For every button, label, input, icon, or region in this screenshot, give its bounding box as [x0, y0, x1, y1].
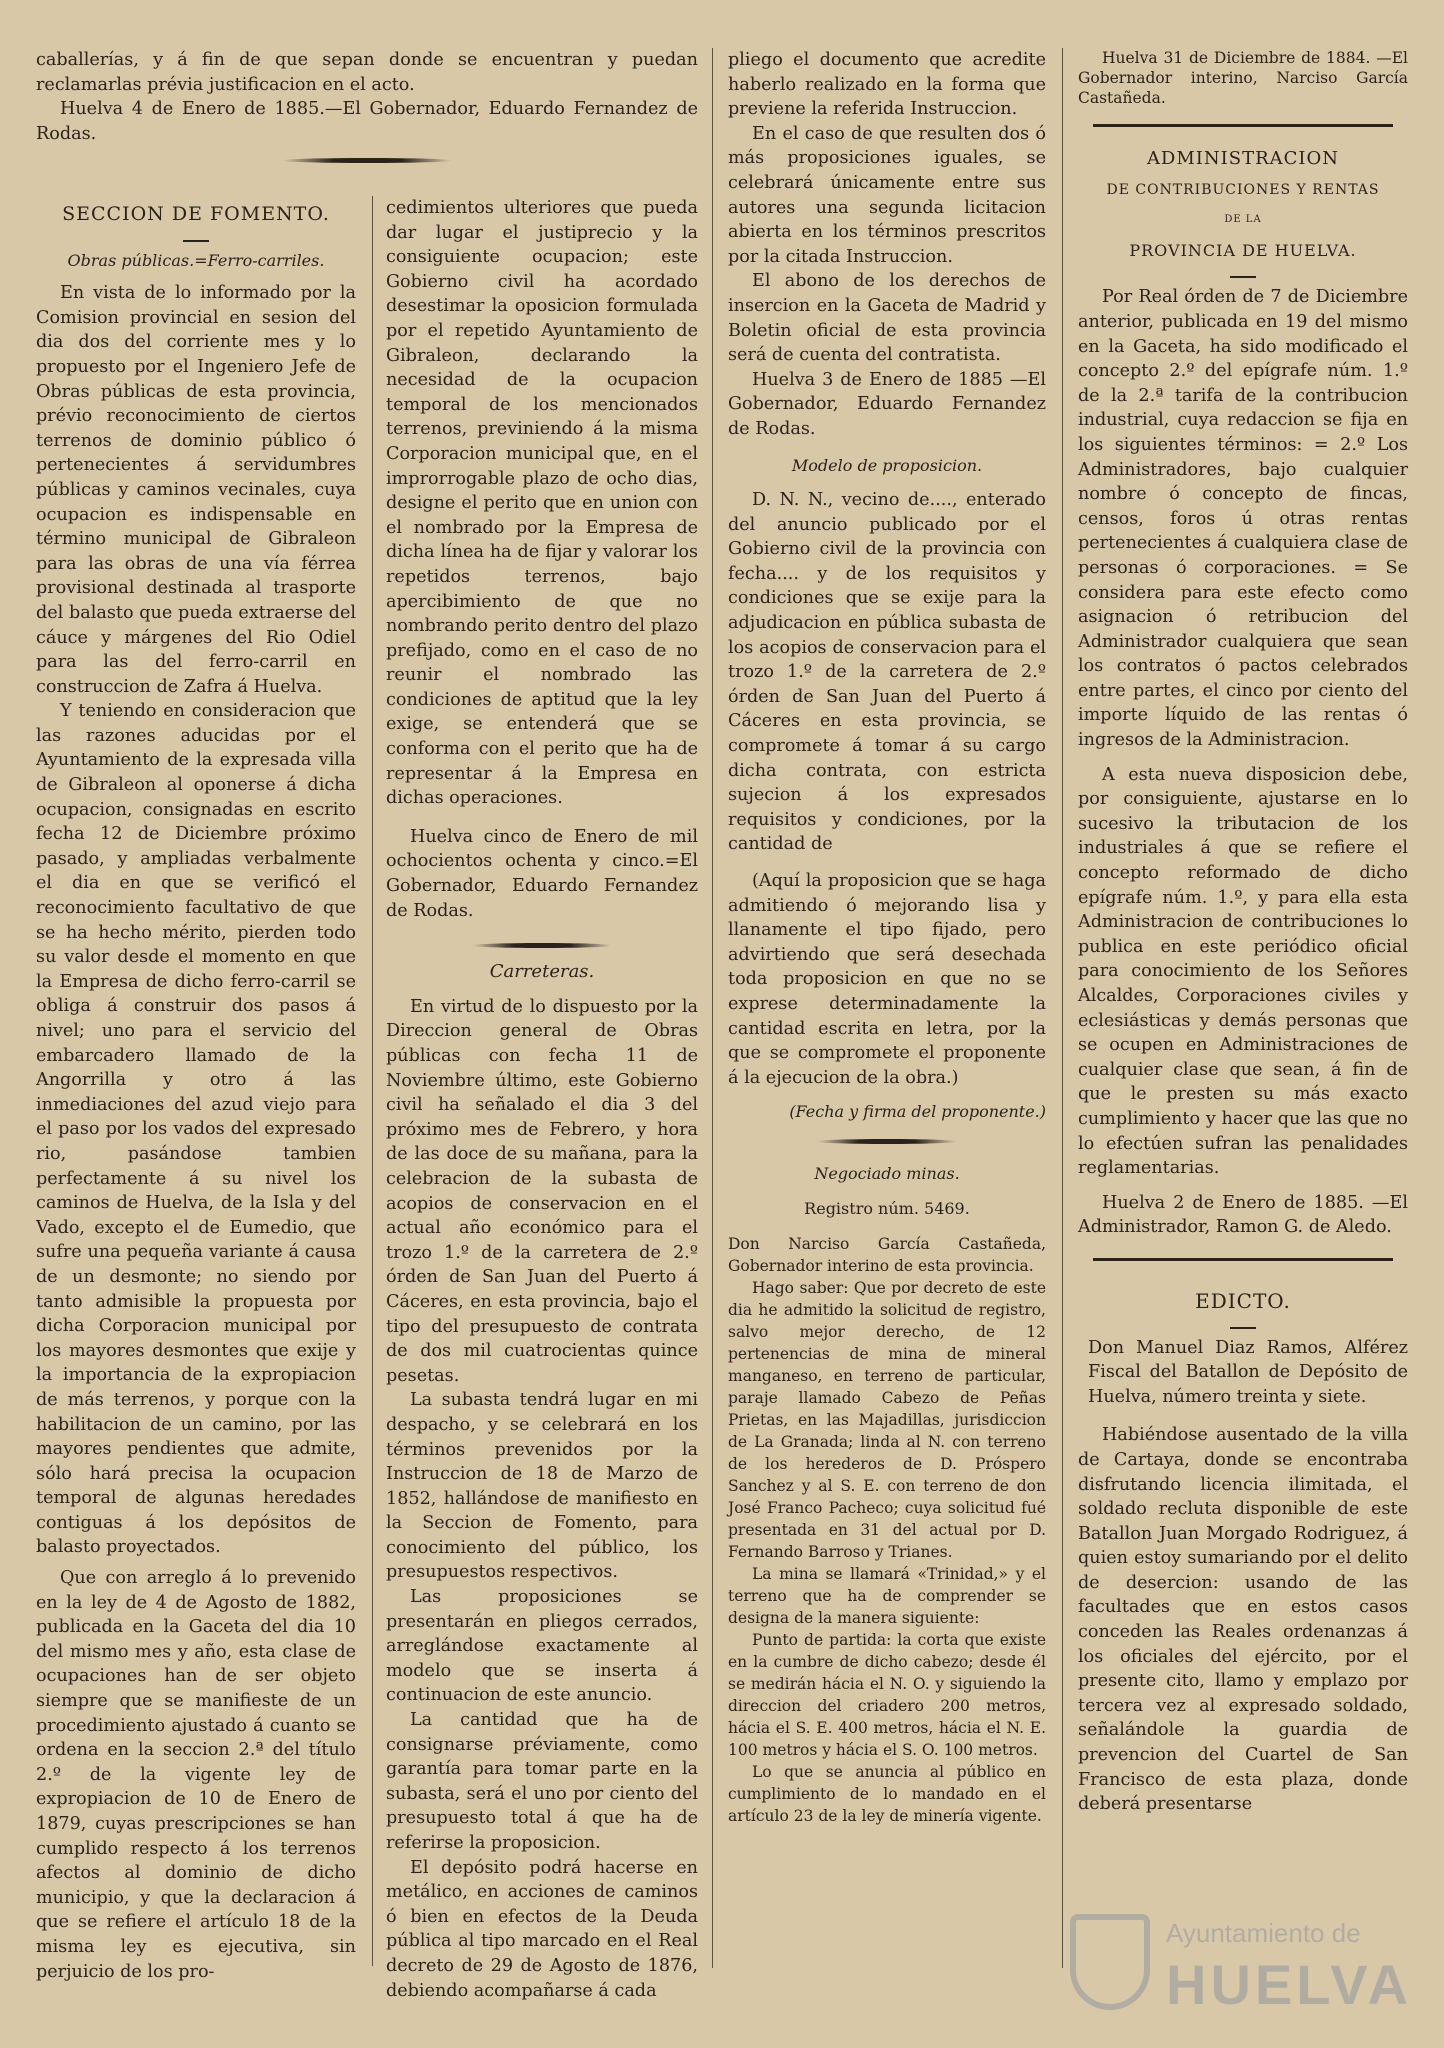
- article-signature: Huelva cinco de Enero de mil ochocientos ochenta y cinco.=El Gobernador, Eduardo Fernandez de Rodas.: [386, 826, 698, 921]
- admin-title: ADMINISTRACION: [1146, 148, 1340, 169]
- section-divider: [472, 943, 612, 948]
- carreteras-paragraph: En virtud de lo dispuesto por la Direccion general de Obras públicas con fecha 11 de Noviembre último, este Gobierno civil ha señalado el dia 3 del próximo mes de Febrero, y hora de las doce de su mañana, para la celebracion de la subasta de acopios de conservacion en el actual año económico para el trozo 1.º de la carretera de 2.º órden de San Juan del Puerto á Cáceres, en esta provincia, bajo el tipo del presupuesto de contrata de dos mil cuatrocientas quince pesetas.: [386, 996, 698, 1386]
- title-dash: [1078, 265, 1408, 275]
- article-paragraph: pliego el documento que acredite haberlo realizado en la forma que previene la referida Instruccion.: [728, 50, 1046, 120]
- minas-paragraph: Lo que se anuncia al público en cumplimiento de lo mandado en el artículo 23 de la ley de minería vigente.: [728, 1763, 1046, 1826]
- section-title: SECCION DE FOMENTO.: [62, 203, 330, 225]
- admin-subtitle: DE CONTRIBUCIONES Y RENTAS: [1106, 181, 1380, 198]
- carreteras-title: Carreteras.: [489, 961, 595, 983]
- carreteras-paragraph: El depósito podrá hacerse en metálico, en acciones de caminos ó bien en efectos de la Deuda pública al tipo marcado en el Real decreto de 29 de Agosto de 1876, debiendo acompañarse á cada: [386, 1857, 698, 2001]
- shield-icon: [1070, 1914, 1150, 2010]
- edicto-title: EDICTO.: [1195, 1288, 1291, 1313]
- column-3: [728, 48, 1046, 1827]
- minas-paragraph: La mina se llamará «Trinidad,» y el terreno que ha de comprender se designa de la manera siguiente:: [728, 1565, 1046, 1628]
- section-divider: [1093, 1258, 1393, 1261]
- article-paragraph: cedimientos ulteriores que pueda dar lugar el justiprecio y la consiguiente ocupacion; este Gobierno civil ha acordado desestimar la oposicion formulada por el repetido Ayuntamiento de Gibraleon, declarando la necesidad de la ocupacion temporal de los mencionados terrenos, previniendo á la misma Corporacion municipal que, en el improrrogable plazo de ocho dias, designe el perito que en union con el nombrado por la Empresa de dicha línea ha de fijar y valorar los repetidos terrenos, bajo apercibimiento de que no nombrando perito dentro del plazo prefijado, como en el caso de no reunir el nombrado las condiciones de aptitud que la ley exige, se entenderá que se conforma con el perito que ha de representar á la Empresa en dichas operaciones.: [386, 198, 698, 809]
- section-divider: [817, 1139, 957, 1144]
- article-paragraph: En vista de lo informado por la Comision provincial en sesion del dia dos del corriente mes y lo propuesto por el Ingeniero Jefe de Obras públicas de esta provincia, prévio reconocimiento de ciertos terrenos de dominio público ó pertenecientes á servidumbres públicas y caminos vecinales, cuya ocupacion es indispensable en término municipal de Gibraleon para las obras de una vía férrea provisional destinada al trasporte del balasto que pueda extraerse del cáuce y márgenes del Rio Odiel para las del ferro-carril en construccion de Zafra á Huelva.: [36, 283, 356, 697]
- article-paragraph: El abono de los derechos de insercion en la Gaceta de Madrid y Boletin oficial de esta provincia será de cuenta del contratista.: [728, 271, 1046, 366]
- edicto-text: Habiéndose ausentado de la villa de Cartaya, donde se encontraba disfrutando licencia ilimitada, el soldado recluta disponible de este Batallon Juan Morgado Rodriguez, á quien estoy sumariando por el delito de desercion: usando de las facultades que en estos casos conceden las Reales ordenanzas á los oficiales del ejército, por el presente cito, llamo y emplazo por tercera vez al expresado soldado, señalándole la guardia de prevencion del Cuartel de San Francisco de esta plaza, donde deberá presentarse: [1078, 1425, 1408, 1815]
- registro-number: Registro núm. 5469.: [804, 1198, 970, 1218]
- continuation-paragraph: caballerías, y á fin de que sepan donde se encuentran y puedan reclamarlas prévia justificacion en el acto.: [36, 50, 698, 95]
- article-paragraph: En el caso de que resulten dos ó más proposiciones iguales, se celebrará únicamente entre sus autores una segunda licitacion abierta en los términos prescritos por la citada Instruccion.: [728, 123, 1046, 267]
- article-signature: Huelva 3 de Enero de 1885 —El Gobernador, Eduardo Fernandez de Rodas.: [728, 369, 1046, 439]
- edicto-intro: Don Manuel Diaz Ramos, Alférez Fiscal del Batallon de Depósito de Huelva, número treinta y siete.: [1088, 1337, 1408, 1407]
- minas-paragraph: Punto de partida: la corta que existe en la cumbre de dicho cabezo; desde él se medirán hácia el N. O. y siguiendo la direccion del criadero 200 metros, hácia el S. E. 400 metros, hácia el N. E. 100 metros y hácia el S. O. 100 metros.: [728, 1631, 1046, 1760]
- modelo-note: (Aquí la proposicion que se haga admitiendo ó mejorando lisa y llanamente el tipo fijado, pero advirtiendo que será desechada toda proposicion en que no se exprese determinadamente la cantidad escrita en letra, por la que se compromete el proponente á la ejecucion de la obra.): [728, 871, 1046, 1088]
- admin-de-la: DE LA: [1224, 214, 1262, 226]
- carreteras-paragraph: Las proposiciones se presentarán en pliegos cerrados, arreglándose exactamente al modelo que se inserta á continuacion de este anuncio.: [386, 1587, 698, 1706]
- watermark-line2: HUELVA: [1166, 1953, 1412, 2016]
- article-paragraph: Que con arreglo á lo prevenido en la ley de 4 de Agosto de 1882, publicada en la Gaceta del dia 10 del mismo mes y año, esta clase de ocupaciones han de ser objeto siempre que se manifieste de un procedimiento ajustado á cuanto se ordena en la seccion 2.ª del título 2.º de la vigente ley de expropiacion de 10 de Enero de 1879, cuyas prescripciones se han cumplido respecto á los terrenos afectos al dominio de dicho municipio, y que la declaracion á que se refiere el artículo 18 de la misma ley es ejecutiva, sin perjuicio de los pro-: [36, 1568, 356, 1982]
- minas-paragraph: Hago saber: Que por decreto de este dia he admitido la solicitud de registro, salvo mejor derecho, de 12 pertenencias de mina de mineral manganeso, en terreno de particular, paraje llamado Cabezo de Peñas Prietas, en las Majadillas, jurisdiccion de La Granada; linda al N. con terreno de los herederos de D. Próspero Sanchez y al S. E. con terreno de don José Franco Pacheco; cuya solicitud fué presentada en 31 del actual por D. Fernando Barroso y Trianes.: [728, 1279, 1046, 1562]
- modelo-title: Modelo de proposicion.: [791, 455, 983, 475]
- archive-watermark: [1070, 1908, 1410, 2018]
- section-divider: [282, 158, 452, 163]
- modelo-signature: (Fecha y firma del proponente.): [789, 1102, 1046, 1122]
- column-2: [386, 196, 698, 2003]
- column-divider: [712, 48, 713, 1968]
- top-signature: Huelva 31 de Diciembre de 1884. —El Gobernador interino, Narciso García Castañeda.: [1078, 49, 1408, 107]
- column-divider: [372, 196, 373, 1966]
- column-4: [1078, 48, 1408, 1817]
- admin-signature: Huelva 2 de Enero de 1885. —El Administrador, Ramon G. de Aledo.: [1078, 1192, 1408, 1238]
- minas-paragraph: Don Narciso García Castañeda, Gobernador interino de esta provincia.: [728, 1235, 1046, 1276]
- article-paragraph: Y teniendo en consideracion que las razones aducidas por el Ayuntamiento de la expresada villa de Gibraleon al oponerse á dicha ocupacion, consignadas en escrito fecha 12 de Diciembre próximo pasado, y ampliadas verbalmente el dia en que se verificó el reconocimiento facultativo de que se ha hecho mérito, pierden todo su valor desde el momento en que la Empresa de dicho ferro-carril se obliga á construir dos pasos á nivel; uno para el servicio del embarcadero llamado de la Angorrilla y otro á las inmediaciones del azud viejo para el paso por los vados del expresado rio, pasándose tambien perfectamente á su nivel los caminos de Huelva, de la Isla y del Vado, excepto el de Eumedio, que sufre una pequeña variante á causa de un desmonte; no siendo por tanto admisible la propuesta por dicha Corporacion municipal por los mayores desmontes que exije y la importancia de la expropiacion de más terrenos, y porque con la habilitacion de un camino, por las mayores pendientes que admite, sólo hará precisa la ocupacion temporal de algunas heredades contiguas á los depósitos de balasto proyectados.: [36, 701, 356, 1558]
- modelo-text: D. N. N., vecino de...., enterado del anuncio publicado por el Gobierno civil de la provincia con fecha.... y de los requisitos y condiciones que se exije para la adjudicacion en pública subasta de los acopios de conservacion para el trozo 1.º de la carretera de 2.º órden de San Juan del Puerto á Cáceres en esta provincia, se compromete á tomar á su cargo dicha contrata, con estricta sujecion á los expresados requisitos y condiciones, por la cantidad de: [728, 490, 1046, 855]
- section-subtitle: Obras públicas.=Ferro-carriles.: [67, 250, 325, 270]
- top-continuation: [36, 48, 698, 171]
- watermark-line1: Ayuntamiento de: [1166, 1918, 1361, 1948]
- title-dash: [1078, 1316, 1408, 1326]
- admin-paragraph: A esta nueva disposicion debe, por consiguiente, ajustarse en lo sucesivo la tributacion de los industriales á que se refiere el concepto reformado de dicho epígrafe núm. 1.º, y para ella esta Administracion de contribuciones lo publica en este periódico oficial para conocimiento de los Señores Alcaldes, Corporaciones civiles y eclesiásticas y demás personas que se ocupen en Administraciones de cualquier clase que sean, á fin de que le presten su más exacto cumplimiento y hacer que las que no lo efectúen sufran las penalidades reglamentarias.: [1078, 764, 1408, 1179]
- section-divider: [1093, 124, 1393, 127]
- admin-province: PROVINCIA DE HUELVA.: [1129, 240, 1357, 260]
- title-dash: [36, 229, 356, 239]
- continuation-signature: Huelva 4 de Enero de 1885.—El Gobernador, Eduardo Fernandez de Rodas.: [36, 99, 698, 144]
- admin-paragraph: Por Real órden de 7 de Diciembre anterior, publicada en 19 del mismo en la Gaceta, ha sido modificado el concepto 2.º del epígrafe núm. 1.º de la 2.ª tarifa de la contribucion industrial, cuya redaccion se fija en los siguientes términos: = 2.º Los Administradores, bajo cualquier nombre ó concepto de fincas, censos, foros ú otras rentas pertenecientes á cualquiera clase de personas ó corporaciones. = Se considera para este efecto como asignacion ó retribucion del Administrador cualquiera que sean los contratos ó pactos celebrados entre partes, el cinco por ciento del importe líquido de las rentas ó ingresos de la Administracion.: [1078, 287, 1408, 751]
- column-divider: [1062, 48, 1063, 1968]
- column-1: [36, 196, 356, 1984]
- carreteras-paragraph: La subasta tendrá lugar en mi despacho, y se celebrará en los términos prevenidos por la Instruccion de 18 de Marzo de 1852, hallándose de manifiesto en la Seccion de Fomento, para conocimiento del público, los presupuestos respectivos.: [386, 1390, 698, 1583]
- minas-title: Negociado minas.: [814, 1163, 960, 1183]
- carreteras-paragraph: La cantidad que ha de consignarse préviamente, como garantía para tomar parte en la subasta, será el uno por ciento del presupuesto total á que ha de referirse la proposicion.: [386, 1710, 698, 1853]
